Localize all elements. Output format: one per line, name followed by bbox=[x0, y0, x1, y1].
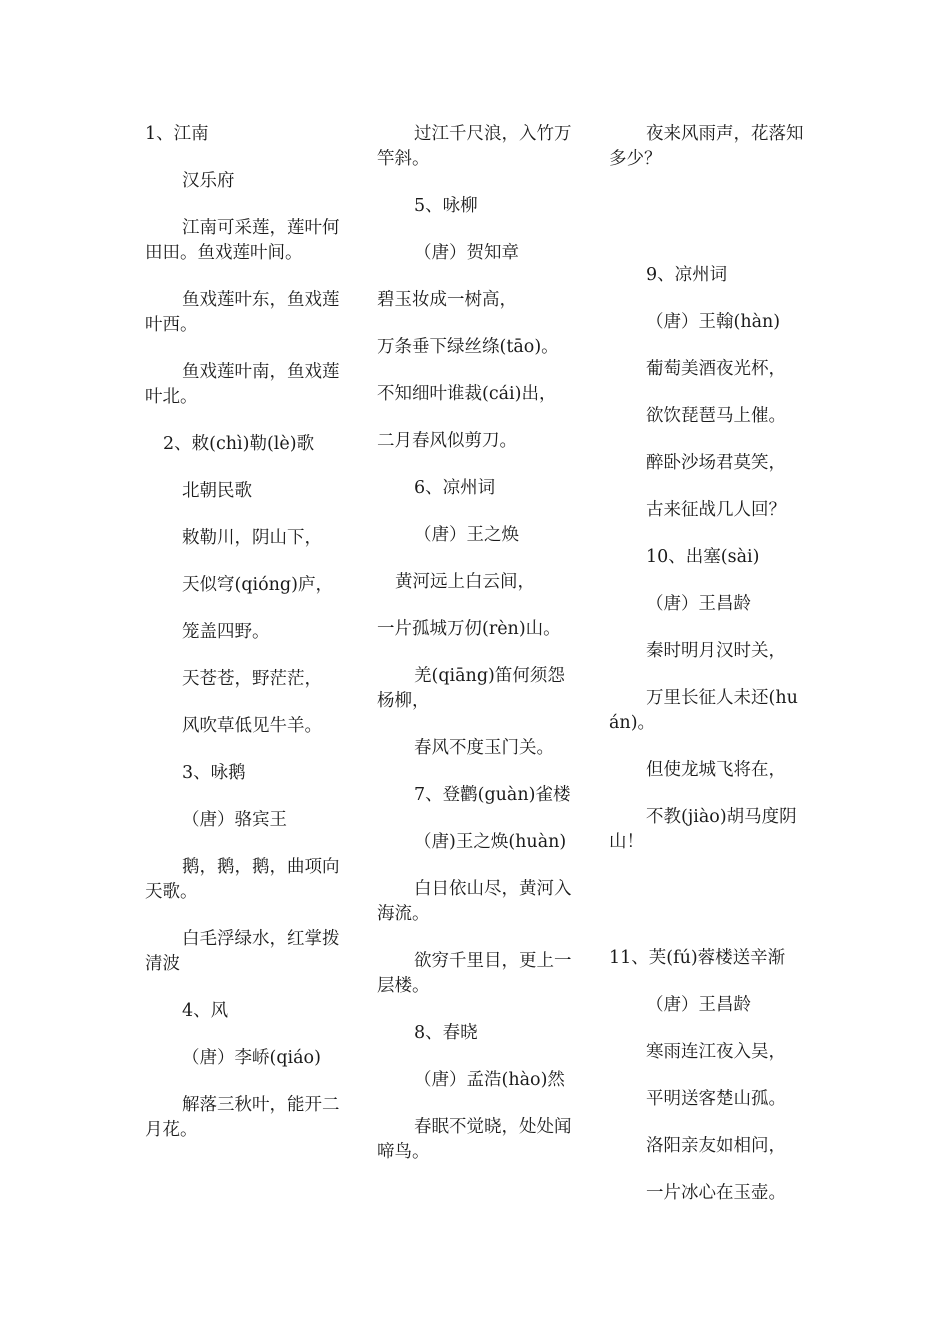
poem-line: 白毛浮绿水，红掌拨清波 bbox=[145, 929, 340, 974]
poem-line: 春眠不觉晓，处处闻啼鸟。 bbox=[377, 1117, 572, 1162]
poem-line: 洛阳亲友如相问， bbox=[646, 1136, 786, 1156]
column-1 bbox=[145, 122, 341, 1165]
poem-line: 江南可采莲，莲叶何田田。鱼戏莲叶间。 bbox=[145, 218, 340, 263]
poem-line: 4、风 bbox=[182, 1001, 229, 1021]
poem-line: （唐）王之焕 bbox=[414, 525, 519, 545]
poem-line: 笼盖四野。 bbox=[182, 622, 270, 642]
poem-line: 欲饮琵琶马上催。 bbox=[646, 406, 786, 426]
column-3 bbox=[609, 122, 807, 1228]
poem-line: 春风不度玉门关。 bbox=[414, 738, 554, 758]
poem-line: 9、凉州词 bbox=[646, 265, 728, 285]
poem-line: 不教(jiào)胡马度阴山！ bbox=[609, 807, 797, 852]
blank-line bbox=[609, 194, 807, 241]
poem-line: 秦时明月汉时关， bbox=[646, 641, 786, 661]
poem-line: 过江千尺浪，入竹万竿斜。 bbox=[377, 124, 572, 169]
poem-line: 鱼戏莲叶南，鱼戏莲叶北。 bbox=[145, 362, 340, 407]
poem-line: （唐)王之焕(huàn) bbox=[414, 832, 567, 852]
poem-line: 平明送客楚山孤。 bbox=[646, 1089, 786, 1109]
poem-line: 但使龙城飞将在， bbox=[646, 760, 786, 780]
poem-line: 万里长征人未还(huán)。 bbox=[609, 688, 798, 733]
poem-line: 敕勒川，阴山下， bbox=[182, 528, 322, 548]
poem-line: 11、芙(fú)蓉楼送辛渐 bbox=[609, 948, 786, 968]
poem-line: 黄河远上白云间， bbox=[395, 572, 535, 592]
poem-line: 不知细叶谁裁(cái)出， bbox=[377, 384, 557, 404]
poem-line: 天苍苍，野茫茫， bbox=[182, 669, 322, 689]
poem-line: 万条垂下绿丝绦(tāo)。 bbox=[377, 337, 559, 357]
poem-line: （唐）王昌龄 bbox=[646, 594, 751, 614]
poem-line: （唐）孟浩(hào)然 bbox=[414, 1070, 565, 1090]
poem-line: 欲穷千里目，更上一层楼。 bbox=[377, 951, 572, 996]
poem-line: （唐）李峤(qiáo) bbox=[182, 1048, 321, 1068]
poem-line: 古来征战几人回？ bbox=[646, 500, 786, 520]
poem-line: 碧玉妆成一树高， bbox=[377, 290, 517, 310]
poem-line: 鱼戏莲叶东，鱼戏莲叶西。 bbox=[145, 290, 340, 335]
poem-line: 醉卧沙场君莫笑， bbox=[646, 453, 786, 473]
poem-line: 夜来风雨声，花落知多少？ bbox=[609, 124, 804, 169]
poem-line: 2、敕(chì)勒(lè)歌 bbox=[163, 434, 315, 454]
poem-line: 汉乐府 bbox=[182, 171, 235, 191]
poem-line: （唐）骆宾王 bbox=[182, 810, 287, 830]
poem-line: 3、咏鹅 bbox=[182, 763, 246, 783]
poem-line: 8、春晓 bbox=[414, 1023, 478, 1043]
poem-line: 风吹草低见牛羊。 bbox=[182, 716, 322, 736]
poem-line: 鹅，鹅，鹅，曲项向天歌。 bbox=[145, 857, 340, 902]
column-2 bbox=[377, 122, 573, 1187]
poem-line: 10、出塞(sài) bbox=[646, 547, 760, 567]
poem-line: 5、咏柳 bbox=[414, 196, 478, 216]
poem-line: 葡萄美酒夜光杯， bbox=[646, 359, 786, 379]
poem-line: 1、江南 bbox=[145, 124, 209, 144]
poem-line: 二月春风似剪刀。 bbox=[377, 431, 517, 451]
poem-line: 解落三秋叶，能开二月花。 bbox=[145, 1095, 340, 1140]
poem-line: 7、登鹳(guàn)雀楼 bbox=[414, 785, 571, 805]
poem-line: 一片冰心在玉壶。 bbox=[646, 1183, 786, 1203]
poem-line: 寒雨连江夜入吴， bbox=[646, 1042, 786, 1062]
poem-line: 6、凉州词 bbox=[414, 478, 496, 498]
poem-line: （唐）贺知章 bbox=[414, 243, 519, 263]
poem-line: 一片孤城万仞(rèn)山。 bbox=[377, 619, 561, 639]
poem-line: 白日依山尽，黄河入海流。 bbox=[377, 879, 572, 924]
poem-line: 羌(qiāng)笛何须怨杨柳， bbox=[377, 666, 565, 711]
poem-line: 北朝民歌 bbox=[182, 481, 252, 501]
poem-line: （唐）王昌龄 bbox=[646, 995, 751, 1015]
blank-line bbox=[609, 877, 807, 924]
poem-line: 天似穹(qióng)庐， bbox=[182, 575, 333, 595]
poem-line: （唐）王翰(hàn) bbox=[646, 312, 781, 332]
